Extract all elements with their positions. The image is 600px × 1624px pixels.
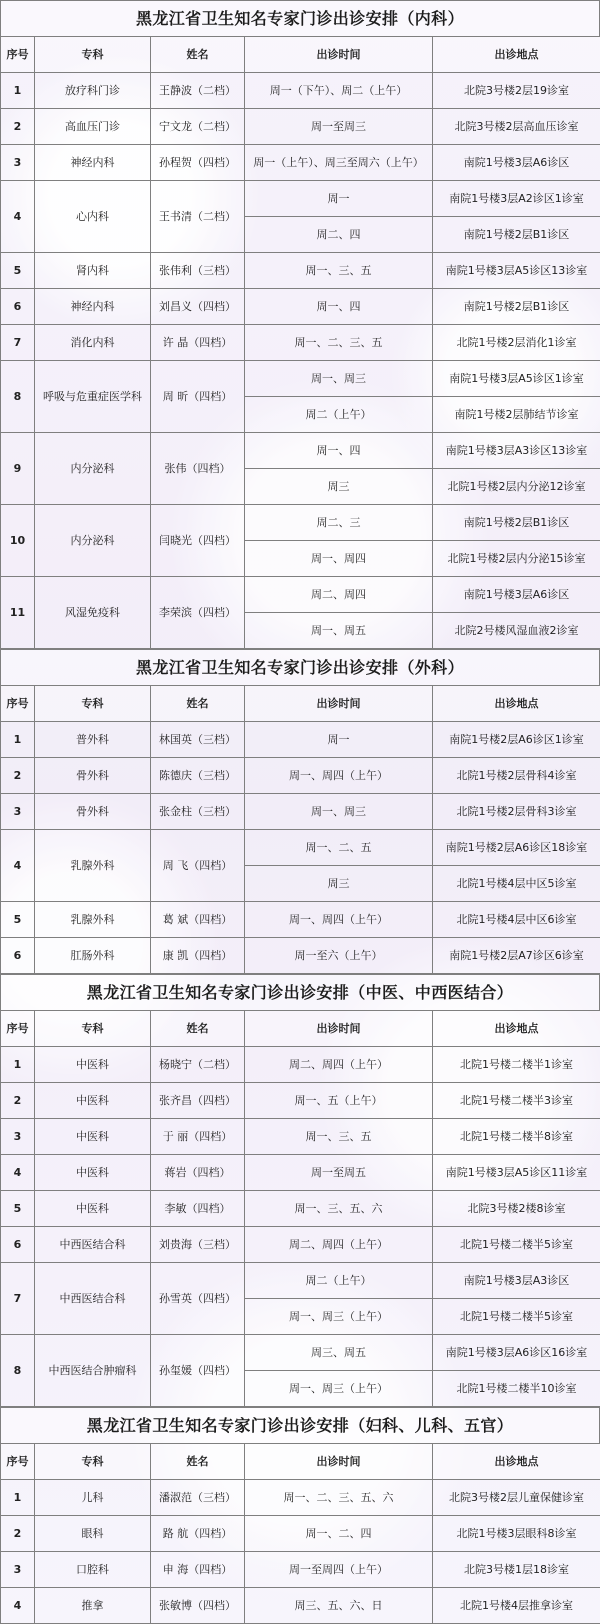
department-cell: 内分泌科 xyxy=(35,433,151,505)
schedule-table xyxy=(0,1443,600,1624)
schedule-place-cell: 南院1号楼3层A5诊区11诊室 xyxy=(433,1155,600,1191)
section-title: 黑龙江省卫生知名专家门诊出诊安排（外科） xyxy=(0,649,600,685)
schedule-place-cell: 南院1号楼3层A5诊区13诊室 xyxy=(433,253,600,289)
row-number: 3 xyxy=(1,794,35,830)
schedule-place-cell: 北院3号楼2楼8诊室 xyxy=(433,1191,600,1227)
table-row xyxy=(1,1083,600,1119)
doctor-name-cell: 许 晶（四档） xyxy=(151,325,245,361)
doctor-name-cell: 王书清（二档） xyxy=(151,181,245,253)
schedule-time-cell: 周二（上午） xyxy=(245,397,433,433)
schedule-time-cell: 周一、周四（上午） xyxy=(245,902,433,938)
header-dept: 专科 xyxy=(35,1444,151,1480)
row-number: 2 xyxy=(1,1516,35,1552)
doctor-name-cell: 于 丽（四档） xyxy=(151,1119,245,1155)
schedule-time-cell: 周一、周三 xyxy=(245,361,433,397)
department-cell: 骨外科 xyxy=(35,758,151,794)
schedule-time-cell: 周一、二、五 xyxy=(245,830,433,866)
department-cell: 中西医结合科 xyxy=(35,1227,151,1263)
table-row xyxy=(1,830,600,866)
row-number: 4 xyxy=(1,181,35,253)
doctor-name-cell: 周 飞（四档） xyxy=(151,830,245,902)
schedule-time-cell: 周一、周三（上午） xyxy=(245,1371,433,1407)
schedule-place-cell: 南院1号楼3层A6诊区 xyxy=(433,145,600,181)
schedule-place-cell: 北院1号楼2层内分泌15诊室 xyxy=(433,541,600,577)
schedule-place-cell: 北院1号楼二楼半3诊室 xyxy=(433,1083,600,1119)
doctor-name-cell: 王静波（二档） xyxy=(151,73,245,109)
row-number: 3 xyxy=(1,1552,35,1588)
table-row xyxy=(1,1335,600,1371)
department-cell: 高血压门诊 xyxy=(35,109,151,145)
schedule-place-cell: 南院1号楼2层B1诊区 xyxy=(433,289,600,325)
row-number: 5 xyxy=(1,902,35,938)
department-cell: 乳腺外科 xyxy=(35,902,151,938)
doctor-name-cell: 闫晓光（四档） xyxy=(151,505,245,577)
table-row xyxy=(1,1191,600,1227)
schedule-time-cell: 周一 xyxy=(245,181,433,217)
schedule-place-cell: 北院1号楼二楼半8诊室 xyxy=(433,1119,600,1155)
table-row xyxy=(1,505,600,541)
schedule-place-cell: 南院1号楼3层A5诊区1诊室 xyxy=(433,361,600,397)
row-number: 6 xyxy=(1,938,35,974)
table-row xyxy=(1,1047,600,1083)
table-row xyxy=(1,289,600,325)
schedule-time-cell: 周二、周四 xyxy=(245,577,433,613)
row-number: 1 xyxy=(1,722,35,758)
doctor-name-cell: 李敏（四档） xyxy=(151,1191,245,1227)
row-number: 9 xyxy=(1,433,35,505)
table-row xyxy=(1,1227,600,1263)
row-number: 5 xyxy=(1,1191,35,1227)
schedule-place-cell: 北院3号楼2层高血压诊室 xyxy=(433,109,600,145)
schedule-time-cell: 周一至周五 xyxy=(245,1155,433,1191)
doctor-name-cell: 张齐昌（四档） xyxy=(151,1083,245,1119)
row-number: 4 xyxy=(1,830,35,902)
schedule-time-cell: 周二（上午） xyxy=(245,1263,433,1299)
row-number: 2 xyxy=(1,758,35,794)
schedule-place-cell: 南院1号楼2层肺结节诊室 xyxy=(433,397,600,433)
schedule-time-cell: 周一、周五 xyxy=(245,613,433,649)
schedule-place-cell: 北院1号楼二楼半1诊室 xyxy=(433,1047,600,1083)
doctor-name-cell: 孙程贺（四档） xyxy=(151,145,245,181)
header-no: 序号 xyxy=(1,37,35,73)
schedule-time-cell: 周一、周三 xyxy=(245,794,433,830)
table-row xyxy=(1,902,600,938)
table-header-row xyxy=(1,686,600,722)
row-number: 3 xyxy=(1,145,35,181)
header-place: 出诊地点 xyxy=(433,686,600,722)
header-dept: 专科 xyxy=(35,1011,151,1047)
schedule-time-cell: 周三 xyxy=(245,866,433,902)
schedule-place-cell: 北院1号楼2层骨科3诊室 xyxy=(433,794,600,830)
department-cell: 中西医结合肿瘤科 xyxy=(35,1335,151,1407)
schedule-time-cell: 周一至六（上午） xyxy=(245,938,433,974)
section-title: 黑龙江省卫生知名专家门诊出诊安排（内科） xyxy=(0,0,600,36)
doctor-name-cell: 孙雪英（四档） xyxy=(151,1263,245,1335)
header-place: 出诊地点 xyxy=(433,1444,600,1480)
table-row xyxy=(1,433,600,469)
row-number: 1 xyxy=(1,1480,35,1516)
schedule-time-cell: 周二、周四（上午） xyxy=(245,1047,433,1083)
doctor-name-cell: 康 凯（四档） xyxy=(151,938,245,974)
row-number: 11 xyxy=(1,577,35,649)
department-cell: 儿科 xyxy=(35,1480,151,1516)
header-time: 出诊时间 xyxy=(245,37,433,73)
schedule-time-cell: 周一至周三 xyxy=(245,109,433,145)
schedule-place-cell: 南院1号楼3层A2诊区1诊室 xyxy=(433,181,600,217)
doctor-name-cell: 张敏博（四档） xyxy=(151,1588,245,1624)
table-row xyxy=(1,1155,600,1191)
row-number: 3 xyxy=(1,1119,35,1155)
table-row xyxy=(1,1552,600,1588)
schedule-place-cell: 北院1号楼2层消化1诊室 xyxy=(433,325,600,361)
schedule-time-cell: 周三 xyxy=(245,469,433,505)
table-row xyxy=(1,722,600,758)
header-name: 姓名 xyxy=(151,686,245,722)
table-row xyxy=(1,938,600,974)
table-row xyxy=(1,1480,600,1516)
schedule-time-cell: 周一、五（上午） xyxy=(245,1083,433,1119)
table-row xyxy=(1,145,600,181)
doctor-name-cell: 刘贵海（三档） xyxy=(151,1227,245,1263)
row-number: 7 xyxy=(1,1263,35,1335)
schedule-time-cell: 周一、二、四 xyxy=(245,1516,433,1552)
department-cell: 中医科 xyxy=(35,1083,151,1119)
schedule-place-cell: 北院3号楼2层19诊室 xyxy=(433,73,600,109)
row-number: 4 xyxy=(1,1588,35,1624)
table-row xyxy=(1,1263,600,1299)
schedule-time-cell: 周二、三 xyxy=(245,505,433,541)
doctor-name-cell: 申 海（四档） xyxy=(151,1552,245,1588)
section-title: 黑龙江省卫生知名专家门诊出诊安排（中医、中西医结合） xyxy=(0,974,600,1010)
header-no: 序号 xyxy=(1,686,35,722)
schedule-time-cell: 周一、周四 xyxy=(245,541,433,577)
row-number: 8 xyxy=(1,1335,35,1407)
header-no: 序号 xyxy=(1,1444,35,1480)
department-cell: 中医科 xyxy=(35,1047,151,1083)
header-name: 姓名 xyxy=(151,1444,245,1480)
department-cell: 推拿 xyxy=(35,1588,151,1624)
row-number: 6 xyxy=(1,1227,35,1263)
department-cell: 口腔科 xyxy=(35,1552,151,1588)
schedule-place-cell: 北院1号楼4层中区5诊室 xyxy=(433,866,600,902)
department-cell: 中西医结合科 xyxy=(35,1263,151,1335)
department-cell: 中医科 xyxy=(35,1155,151,1191)
schedule-time-cell: 周一、三、五、六 xyxy=(245,1191,433,1227)
table-row xyxy=(1,577,600,613)
department-cell: 内分泌科 xyxy=(35,505,151,577)
schedule-place-cell: 南院1号楼2层A6诊区18诊室 xyxy=(433,830,600,866)
header-place: 出诊地点 xyxy=(433,37,600,73)
header-dept: 专科 xyxy=(35,686,151,722)
schedule-place-cell: 北院3号楼2层儿童保健诊室 xyxy=(433,1480,600,1516)
department-cell: 呼吸与危重症医学科 xyxy=(35,361,151,433)
table-header-row xyxy=(1,1444,600,1480)
department-cell: 普外科 xyxy=(35,722,151,758)
doctor-name-cell: 宁文龙（二档） xyxy=(151,109,245,145)
row-number: 2 xyxy=(1,109,35,145)
table-row xyxy=(1,73,600,109)
department-cell: 中医科 xyxy=(35,1119,151,1155)
row-number: 8 xyxy=(1,361,35,433)
schedule-table xyxy=(0,685,600,974)
table-row xyxy=(1,361,600,397)
doctor-name-cell: 周 昕（四档） xyxy=(151,361,245,433)
schedule-section-zhongyi xyxy=(0,974,600,1407)
department-cell: 骨外科 xyxy=(35,794,151,830)
schedule-time-cell: 周二、四 xyxy=(245,217,433,253)
schedule-place-cell: 南院1号楼2层A6诊区1诊室 xyxy=(433,722,600,758)
header-place: 出诊地点 xyxy=(433,1011,600,1047)
doctor-name-cell: 杨晓宁（二档） xyxy=(151,1047,245,1083)
schedule-time-cell: 周一、周四（上午） xyxy=(245,758,433,794)
table-header-row xyxy=(1,37,600,73)
department-cell: 放疗科门诊 xyxy=(35,73,151,109)
schedule-time-cell: 周一（下午）、周二（上午） xyxy=(245,73,433,109)
department-cell: 肛肠外科 xyxy=(35,938,151,974)
department-cell: 神经内科 xyxy=(35,145,151,181)
table-row xyxy=(1,325,600,361)
schedule-place-cell: 北院1号楼4层推拿诊室 xyxy=(433,1588,600,1624)
table-row xyxy=(1,1516,600,1552)
table-row xyxy=(1,181,600,217)
doctor-name-cell: 张伟（四档） xyxy=(151,433,245,505)
row-number: 1 xyxy=(1,73,35,109)
schedule-place-cell: 南院1号楼3层A6诊区16诊室 xyxy=(433,1335,600,1371)
doctor-name-cell: 张伟利（三档） xyxy=(151,253,245,289)
doctor-name-cell: 陈德庆（三档） xyxy=(151,758,245,794)
table-row xyxy=(1,1119,600,1155)
doctor-name-cell: 路 航（四档） xyxy=(151,1516,245,1552)
schedule-place-cell: 南院1号楼3层A3诊区 xyxy=(433,1263,600,1299)
schedule-section-waike xyxy=(0,649,600,974)
table-row xyxy=(1,253,600,289)
schedule-time-cell: 周一、四 xyxy=(245,289,433,325)
department-cell: 中医科 xyxy=(35,1191,151,1227)
header-name: 姓名 xyxy=(151,37,245,73)
schedule-place-cell: 南院1号楼3层A6诊区 xyxy=(433,577,600,613)
row-number: 1 xyxy=(1,1047,35,1083)
doctor-name-cell: 张金柱（三档） xyxy=(151,794,245,830)
schedule-time-cell: 周一 xyxy=(245,722,433,758)
schedule-place-cell: 南院1号楼2层B1诊区 xyxy=(433,505,600,541)
schedule-place-cell: 北院1号楼3层眼科8诊室 xyxy=(433,1516,600,1552)
department-cell: 风湿免疫科 xyxy=(35,577,151,649)
header-time: 出诊时间 xyxy=(245,1011,433,1047)
row-number: 7 xyxy=(1,325,35,361)
header-time: 出诊时间 xyxy=(245,686,433,722)
department-cell: 眼科 xyxy=(35,1516,151,1552)
doctor-name-cell: 蒋岩（四档） xyxy=(151,1155,245,1191)
schedule-time-cell: 周三、周五 xyxy=(245,1335,433,1371)
schedule-place-cell: 南院1号楼3层A3诊区13诊室 xyxy=(433,433,600,469)
schedule-time-cell: 周三、五、六、日 xyxy=(245,1588,433,1624)
schedule-place-cell: 南院1号楼2层B1诊区 xyxy=(433,217,600,253)
schedule-table xyxy=(0,1010,600,1407)
schedule-time-cell: 周一至周四（上午） xyxy=(245,1552,433,1588)
schedule-time-cell: 周二、周四（上午） xyxy=(245,1227,433,1263)
schedule-place-cell: 北院1号楼二楼半5诊室 xyxy=(433,1227,600,1263)
table-row xyxy=(1,794,600,830)
schedule-time-cell: 周一、四 xyxy=(245,433,433,469)
row-number: 4 xyxy=(1,1155,35,1191)
header-no: 序号 xyxy=(1,1011,35,1047)
schedule-table xyxy=(0,36,600,649)
schedule-section-fuke xyxy=(0,1407,600,1624)
table-row xyxy=(1,109,600,145)
department-cell: 消化内科 xyxy=(35,325,151,361)
table-header-row xyxy=(1,1011,600,1047)
schedule-place-cell: 北院2号楼风湿血液2诊室 xyxy=(433,613,600,649)
schedule-place-cell: 北院1号楼4层中区6诊室 xyxy=(433,902,600,938)
doctor-name-cell: 刘昌义（四档） xyxy=(151,289,245,325)
row-number: 10 xyxy=(1,505,35,577)
schedule-time-cell: 周一、二、三、五、六 xyxy=(245,1480,433,1516)
schedule-time-cell: 周一、三、五 xyxy=(245,1119,433,1155)
schedule-place-cell: 南院1号楼2层A7诊区6诊室 xyxy=(433,938,600,974)
row-number: 5 xyxy=(1,253,35,289)
row-number: 2 xyxy=(1,1083,35,1119)
doctor-name-cell: 李荣滨（四档） xyxy=(151,577,245,649)
schedule-place-cell: 北院1号楼2层骨科4诊室 xyxy=(433,758,600,794)
department-cell: 乳腺外科 xyxy=(35,830,151,902)
doctor-name-cell: 潘淑范（三档） xyxy=(151,1480,245,1516)
table-row xyxy=(1,1588,600,1624)
schedule-time-cell: 周一（上午）、周三至周六（上午） xyxy=(245,145,433,181)
schedule-place-cell: 北院3号楼1层18诊室 xyxy=(433,1552,600,1588)
department-cell: 肾内科 xyxy=(35,253,151,289)
schedule-time-cell: 周一、周三（上午） xyxy=(245,1299,433,1335)
section-title: 黑龙江省卫生知名专家门诊出诊安排（妇科、儿科、五官） xyxy=(0,1407,600,1443)
schedule-place-cell: 北院1号楼2层内分泌12诊室 xyxy=(433,469,600,505)
doctor-name-cell: 林国英（三档） xyxy=(151,722,245,758)
header-name: 姓名 xyxy=(151,1011,245,1047)
department-cell: 神经内科 xyxy=(35,289,151,325)
schedule-place-cell: 北院1号楼二楼半5诊室 xyxy=(433,1299,600,1335)
table-row xyxy=(1,758,600,794)
schedule-time-cell: 周一、三、五 xyxy=(245,253,433,289)
doctor-name-cell: 孙玺媛（四档） xyxy=(151,1335,245,1407)
header-dept: 专科 xyxy=(35,37,151,73)
schedule-section-neike xyxy=(0,0,600,649)
schedule-time-cell: 周一、二、三、五 xyxy=(245,325,433,361)
doctor-name-cell: 葛 斌（四档） xyxy=(151,902,245,938)
department-cell: 心内科 xyxy=(35,181,151,253)
header-time: 出诊时间 xyxy=(245,1444,433,1480)
schedule-place-cell: 北院1号楼二楼半10诊室 xyxy=(433,1371,600,1407)
row-number: 6 xyxy=(1,289,35,325)
